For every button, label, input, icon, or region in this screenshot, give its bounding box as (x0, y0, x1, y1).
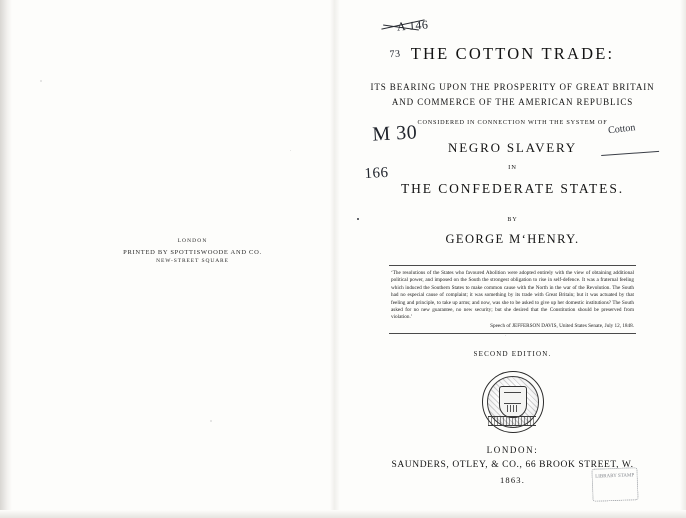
annotation-right-underline (601, 151, 659, 156)
connector-word: IN (508, 164, 517, 171)
imprint-city: LONDON (177, 238, 208, 244)
page-title: THE COTTON TRADE: (410, 44, 615, 63)
imprint-address: NEW-STREET SQUARE (156, 258, 229, 265)
seal-crest (499, 386, 527, 418)
author-name: GEORGE M‘HENRY. (445, 232, 580, 246)
ink-dot (357, 218, 359, 220)
annotation-left-mark: M 30 (371, 121, 418, 146)
handwritten-shelfmark-top (382, 3, 433, 91)
publication-year: 1863. (499, 475, 526, 485)
quotation-attribution: Speech of JEFFERSON DAVIS, United States Senate, July 12, 1848. (490, 322, 634, 329)
publisher-name: SAUNDERS, OTLEY, & CO., 66 BROOK STREET, W. (391, 460, 634, 470)
library-stamp: LIBRARY STAMP (591, 467, 638, 502)
printer-imprint (120, 238, 265, 266)
subtitle-line-1: ITS BEARING UPON THE PROSPERITY OF GREAT BRITAIN (370, 82, 655, 92)
subtitle-line-3: CONSIDERED IN CONNECTION WITH THE SYSTEM OF (417, 119, 608, 126)
publisher-seal-icon (482, 371, 544, 433)
paper-speck (210, 420, 212, 422)
annotation-top-number: 73 (389, 48, 401, 61)
paper-speck (290, 150, 291, 151)
page-right-edge (680, 0, 686, 518)
book-gutter (330, 0, 340, 518)
seal-banner (488, 416, 536, 426)
paper-speck (40, 80, 42, 82)
imprint-printer: PRINTED BY SPOTTISWOODE AND CO. (123, 248, 262, 256)
publication-city: LONDON: (486, 445, 539, 455)
place-heading: THE CONFEDERATE STATES. (401, 181, 624, 196)
epigraph-quotation (389, 265, 636, 334)
handwritten-note-right (596, 109, 661, 180)
annotation-right-mark: Cotton (607, 122, 636, 137)
by-label: BY (507, 217, 518, 223)
edition-statement: SECOND EDITION. (473, 350, 552, 358)
annotation-top-mark: A 146 (396, 17, 429, 34)
handwritten-shelfmark-left (349, 98, 422, 229)
topic-heading: NEGRO SLAVERY (448, 140, 577, 155)
publisher-device-wrap (345, 371, 680, 433)
quotation-text: ‘The resolutions of the States who favoured Abolition were adopted entirely with the view of obtaining additional political power, and imposed on the South the strongest obligation to rise in self-defence. It was a fraternal feeling which induced the Southern States to make common cause with the North in the war of the Revolution. The South had no especial cause of complaint; it was something by its trade with Great Britain; but it was actuated by that feeling and principle, to take up arms; and now, was she to be asked to give up her domestic institutions? The South asked for no new guarantee, no new security; but she desired that the Constitution should be preserved from violation.’ (391, 270, 634, 321)
page-left-edge (0, 0, 12, 518)
subtitle-line-2: AND COMMERCE OF THE AMERICAN REPUBLICS (391, 97, 634, 107)
annotation-left-number: 166 (364, 164, 389, 183)
